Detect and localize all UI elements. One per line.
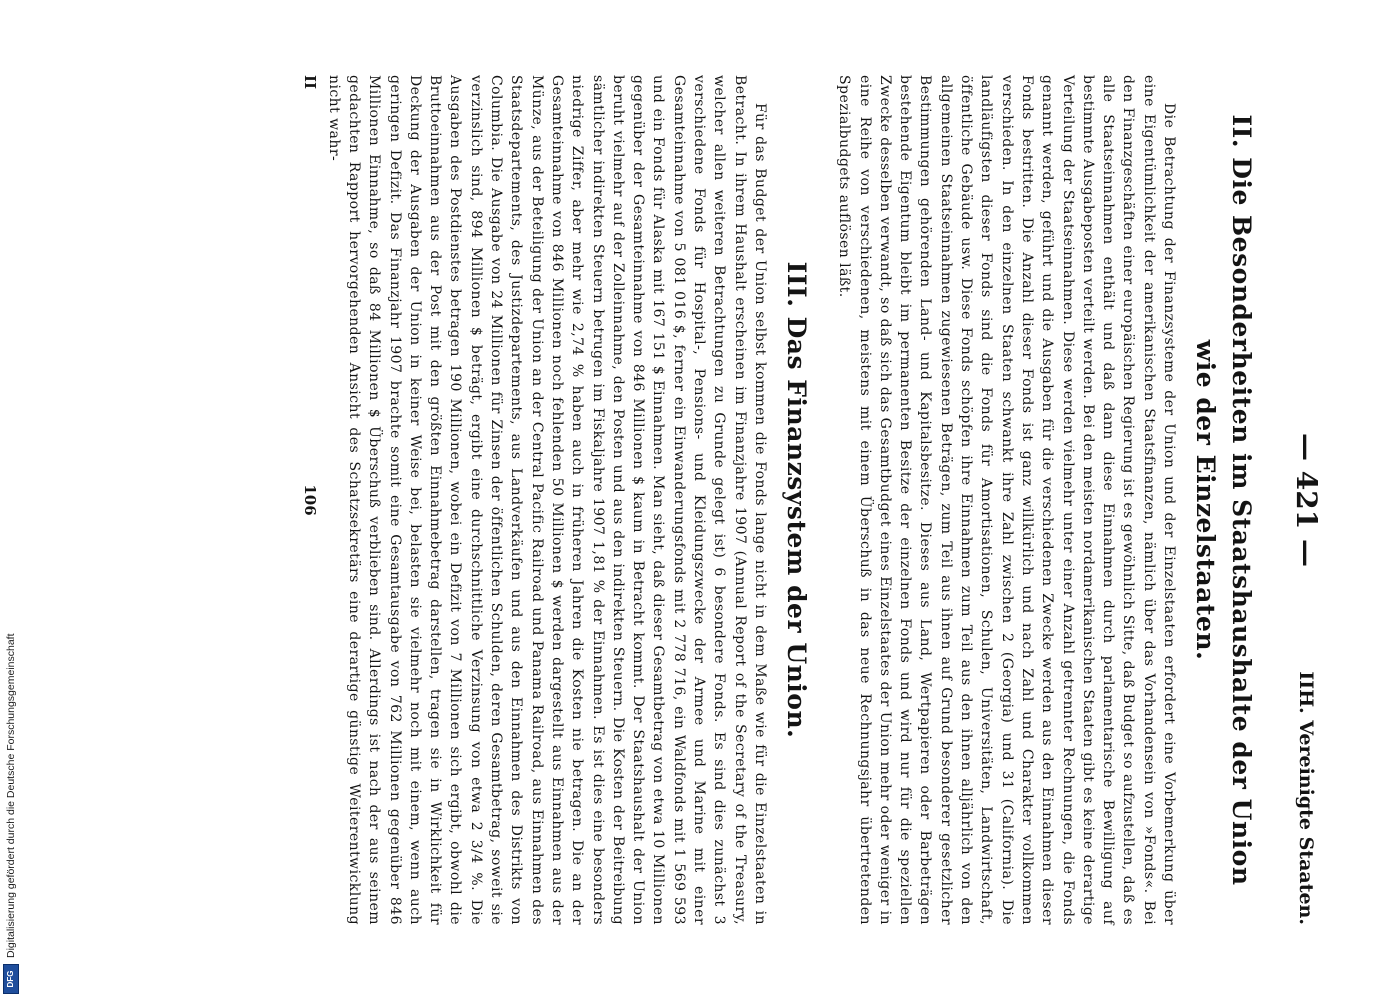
section-3-heading: III. Das Finanzsystem der Union. [781, 261, 811, 739]
digitization-credit [0, 0, 22, 1000]
section-2-heading-line2: wie der Einzelstaaten. [1191, 339, 1220, 661]
dfg-logo: DFG [3, 964, 19, 994]
section-2-heading-line1: II. Die Besonderheiten im Staatshaushalte der Union [1227, 114, 1256, 886]
running-head [1283, 75, 1323, 925]
scanned-page [100, 0, 1383, 1000]
page-number: — 421 — [1290, 433, 1323, 567]
sheet-number: 106 [301, 484, 320, 516]
section-2-heading [1187, 75, 1259, 925]
section-2-paragraph: Die Betrachtung der Finanzsysteme der Union und der Einzelstaaten erfordert eine Vorbemerkung über eine Eigentümlichkeit der amerikanischen Staatsfinanzen, nämlich über das Vorhandensein von »Fonds«. Bei den Finanzgeschäften einer europäischen Regierung ist es gewöhnlich Sitte, daß Budget so aufzustellen, daß es alle Staatseinnahmen enthält und daß dann diese Einnahmen durch parlamentarische Bewilligung auf bestimmte Ausgabeposten verteilt werden. Bei den meisten nordamerikanischen Staaten gibt es keine derartige Verteilung der Staatseinnahmen. Diese werden vielmehr unter einer Anzahl getrennter Rechnungen, die Fonds genannt werden, geführt und die Ausgaben für die verschiedenen Zwecke werden aus den Einnahmen dieser Fonds bestritten. Die Anzahl dieser Fonds ist ganz willkürlich und nach Zahl und Charakter vollkommen verschieden. In den einzelnen Staaten schwankt ihre Zahl zwischen 2 (Georgia) und 31 (California). Die landläufigsten dieser Fonds sind die Fonds für Amortisationen, Schulen, Universitäten, Landwirtschaft, öffentliche Gebäude usw. Diese Fonds schöpfen ihre Einnahmen zum Teil aus den ihnen alljährlich von den allgemeinen Staatseinnahmen zugewiesenen Beträgen, zum Teil aus ihnen auf Grund besonderer gesetzlicher Bestimmungen gehörenden Land- und Kapitalsbesitze. Dieses aus Land, Wertpapieren oder Barbeträgen bestehende Eigentum bleibt im permanenten Besitze der einzelnen Fonds und wird nur für die speziellen Zwecke desselben verwandt, so daß sich das Gesamtbudget eines Einzelstaates der Union mehr oder weniger in eine Reihe von verschiedenen, meistens mit einem Überschuß in das neue Rechnungsjahr übertretenden Spezialbudgets auflösen läßt. [836, 75, 1177, 925]
credit-text: Digitalisierung gefördert durch die Deutsche Forschungsgemeinschaft [5, 633, 17, 958]
section-label: IIH. Vereinigte Staaten. [1295, 671, 1317, 925]
page-content [293, 75, 1323, 925]
signature-mark: II [301, 75, 320, 90]
section-3-paragraph: Für das Budget der Union selbst kommen die Fonds lange nicht in dem Maße wie für die Einzelstaaten in Betracht. In ihrem Haushalt erscheinen im Finanzjahre 1907 (Annual Report of the Secretary of the Treasury, welcher allen weiteren Betrachtungen zu Grunde gelegt ist) 6 besondere Fonds. Es sind dies zunächst 3 verschiedene Fonds für Hospital-, Pensions- und Kleidungszwecke der Armee und Marine mit einer Gesamteinnahme von 5 081 016 $, ferner ein Einwanderungsfonds mit 2 778 716, ein Waldfonds mit 1 569 593 und ein Fonds für Alaska mit 167 151 $ Einnahmen. Man sieht, daß dieser Gesamtbetrag von etwa 10 Millionen gegenüber der Gesamteinnahme von 846 Millionen $ kaum in Betracht kommt. Der Staatshaushalt der Union beruht vielmehr auf der Zolleinnahme, den Posten und aus den indirekten Steuern. Die Kosten der Beitreibung sämtlicher indirekten Steuern betrugen im Fiskaljahre 1907 1,81 % der Einnahmen. Es ist dies eine besonders niedrige Ziffer, aber mehr wie 2,74 % haben auch in früheren Jahren die Kosten nie betragen. Die an der Gesamteinnahme von 846 Millionen noch fehlenden 50 Millionen $ werden dargestellt aus Einnahmen aus der Münze, aus der Beteiligung der Union an der Central Pacific Railroad und Panama Railroad, aus Einnahmen des Staatsdepartements, des Justizdepartements, aus Landverkäufen und aus den Einnahmen des Distrikts von Columbia. Die Ausgabe von 24 Millionen für Zinsen der öffentlichen Schulden, deren Gesamtbetrag, soweit sie verzinslich sind, 894 Millionen $ beträgt, ergibt eine durchschnittliche Verzinsung von etwa 2 3/4 %. Die Ausgaben des Postdienstes betragen 190 Millionen, wobei ein Defizit von 7 Millionen sich ergibt, obwohl die Bruttoeinnahmen aus der Post mit den größten Einnahmebetrag darstellen, tragen sie in Wirklichkeit für Deckung der Ausgaben der Union in keiner Weise bei, belasten sie vielmehr noch mit einem, wenn auch geringen Defizit. Das Finanzjahr 1907 brachte somit eine Gesamtausgabe von 762 Millionen gegenüber 846 Millionen Einnahme, so daß 84 Millionen $ Überschuß verblieben sind. Allerdings ist nach der aus seinem gedachten Rapport hervorgehenden Ansicht des Schatzsekretärs eine derartige günstige Weiterentwicklung nicht wahr- [325, 75, 768, 925]
page-footer [293, 75, 319, 925]
